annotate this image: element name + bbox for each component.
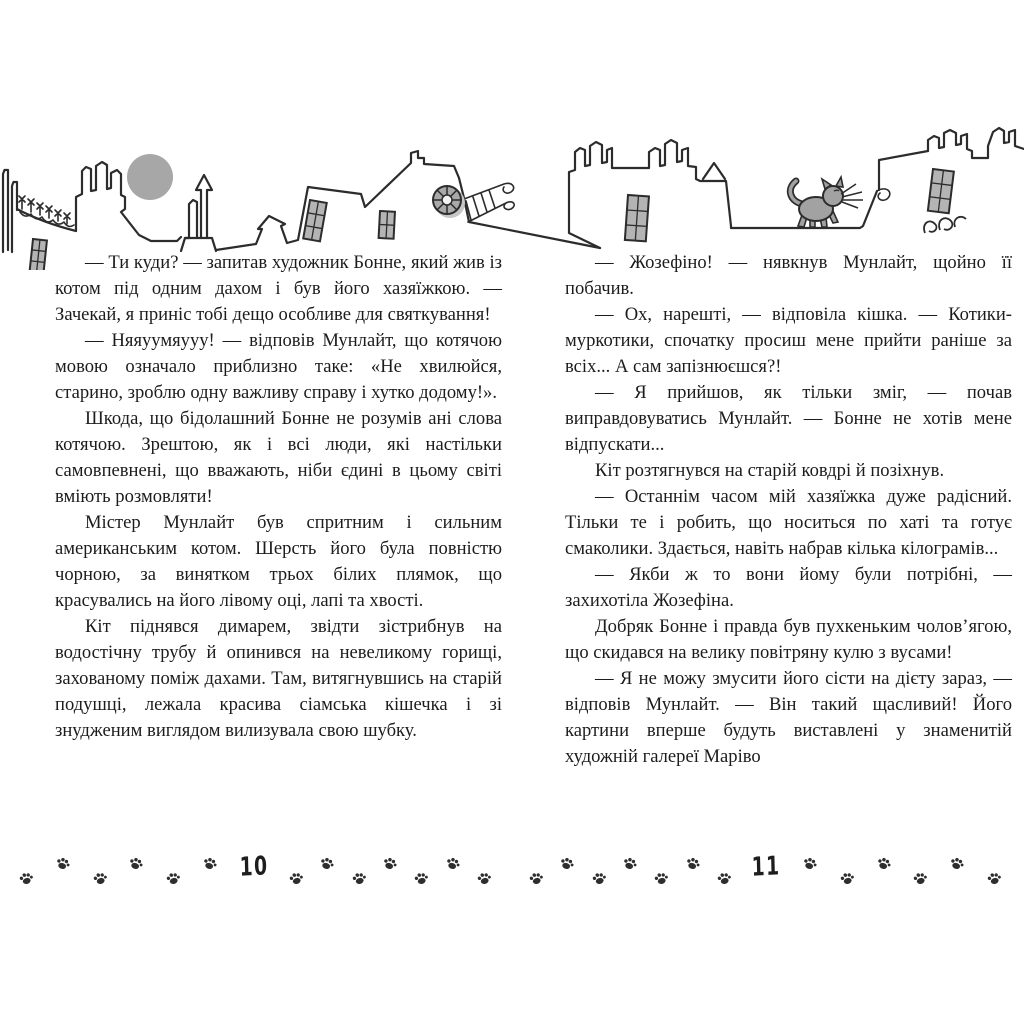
paw-prints-right-segment [792,870,1012,886]
paw-prints-row-right [516,838,1016,886]
page-number-left: 10 [239,851,269,883]
paw-print-icon [589,868,608,887]
paw-print-icon [380,853,400,873]
paw-print-icon [286,868,305,887]
paw-print-icon [412,868,431,887]
page-right-text-column [565,250,1012,770]
paragraph: — Я прийшов, як тільки зміг, — почав виправдовуватись Мунлайт. — Бонне не хотів мене відпускати... [565,382,1012,455]
paragraph: Кіт піднявся димарем, звідти зістрибнув на водостічну трубу й опинився на невеликому горищі, захованому поміж дахами. Там, витягнувшись на старій подушці, лежала красива сіамська кішечка і зі знудженим виглядом вилизувала свою шубку. [55,616,502,741]
paw-print-icon [90,868,109,887]
page-left-text-column [55,250,502,744]
paw-print-icon [317,853,337,873]
balcony-window-icon [928,169,954,213]
paw-print-icon [526,868,545,887]
arrow-chimney-icon [181,200,197,251]
paw-print-icon [652,868,671,887]
paw-print-icon [683,853,703,873]
attic-window-icon [379,211,395,239]
paragraph: Кіт розтягнувся на старій ковдрі й позіхнув. [595,460,945,481]
attic-window-icon [303,200,327,241]
paragraph: — Якби ж то вони йому були потрібні, — захихотіла Жозефіна. [565,564,1012,611]
roof-vent-icon [216,151,600,250]
paw-print-icon [443,853,463,873]
paw-print-icon [874,853,894,873]
paw-print-icon [126,853,146,873]
paw-print-icon [837,868,856,887]
paragraph: — Ти куди? — запитав художник Бонне, який жив із котом під одним дахом і був його хазяїжкою. — Зачекай, я приніс тобі дещо особливе для святкування! [55,252,502,325]
paw-print-icon [200,853,220,873]
paw-prints-right-segment [280,870,500,886]
paw-print-icon [620,853,640,873]
roof-vent-icon [703,163,725,179]
balcony-rail-icon [924,217,966,233]
paragraph: — Жозефіно! — нявкнув Мунлайт, щойно її побачив. [565,252,1012,299]
attic-window-icon [625,195,649,241]
paw-prints-left-segment [8,870,228,886]
walking-cat-icon [790,177,863,227]
paragraph: — Няяуумяууу! — відповів Мунлайт, що котячою мовою означало приблизно таке: «Не хвилюйся, старино, зроблю одну важливу справу і хутко додому!». [55,330,502,403]
paw-print-icon [53,853,73,873]
paw-print-icon [984,868,1003,887]
paragraph: Містер Мунлайт був спритним і сильним американським котом. Шерсть його була повністю чорною, за винятком трьох білих плямок, що красувались на його лівому оці, лапі та хвості. [55,512,502,611]
paragraph: — Останнім часом мій хазяїжка дуже радісний. Тільки те і робить, що носиться по хаті та готує смаколики. Здається, навіть набрав кілька кілограмів... [565,486,1012,559]
paw-print-icon [714,868,733,887]
paw-print-icon [163,868,182,887]
paw-print-icon [557,853,577,873]
paw-prints-row-left [4,838,504,886]
paragraph: — Я не можу змусити його сісти на дієту зараз, — відповів Мунлайт. — Він такий щасливий! Його картини вперше будуть виставлені у знаменитій художній галереї Маріво [565,668,1012,767]
rooftop-skyline-illustration [0,0,1024,270]
iron-grille-icon [464,183,514,222]
rosette-window-icon [433,186,465,218]
paw-prints-left-segment [520,870,740,886]
paw-print-icon [475,868,494,887]
paw-print-icon [17,868,36,887]
attic-window-icon [30,239,47,270]
paragraph: Шкода, що бідолашний Бонне не розумів ані слова котячою. Зрештою, як і всі люди, які настільки самовпевнені, що вважають, ніби єдині в цьому світі вміють розмовляти! [55,408,502,507]
paragraph: — Ох, нарешті, — відповіла кішка. — Котики-муркотики, спочатку просиш мене прийти раніше за всіх... А сам запізнюєшся?! [565,304,1012,377]
moon-icon [127,154,173,200]
paw-print-icon [947,853,967,873]
paragraph: Добряк Бонне і правда був пухкеньким чолов’ягою, що скидався на велику повітряну кулю з вусами! [565,616,1012,663]
paw-print-icon [801,853,821,873]
paw-print-icon [349,868,368,887]
paw-print-icon [911,868,930,887]
page-number-right: 11 [751,851,781,883]
